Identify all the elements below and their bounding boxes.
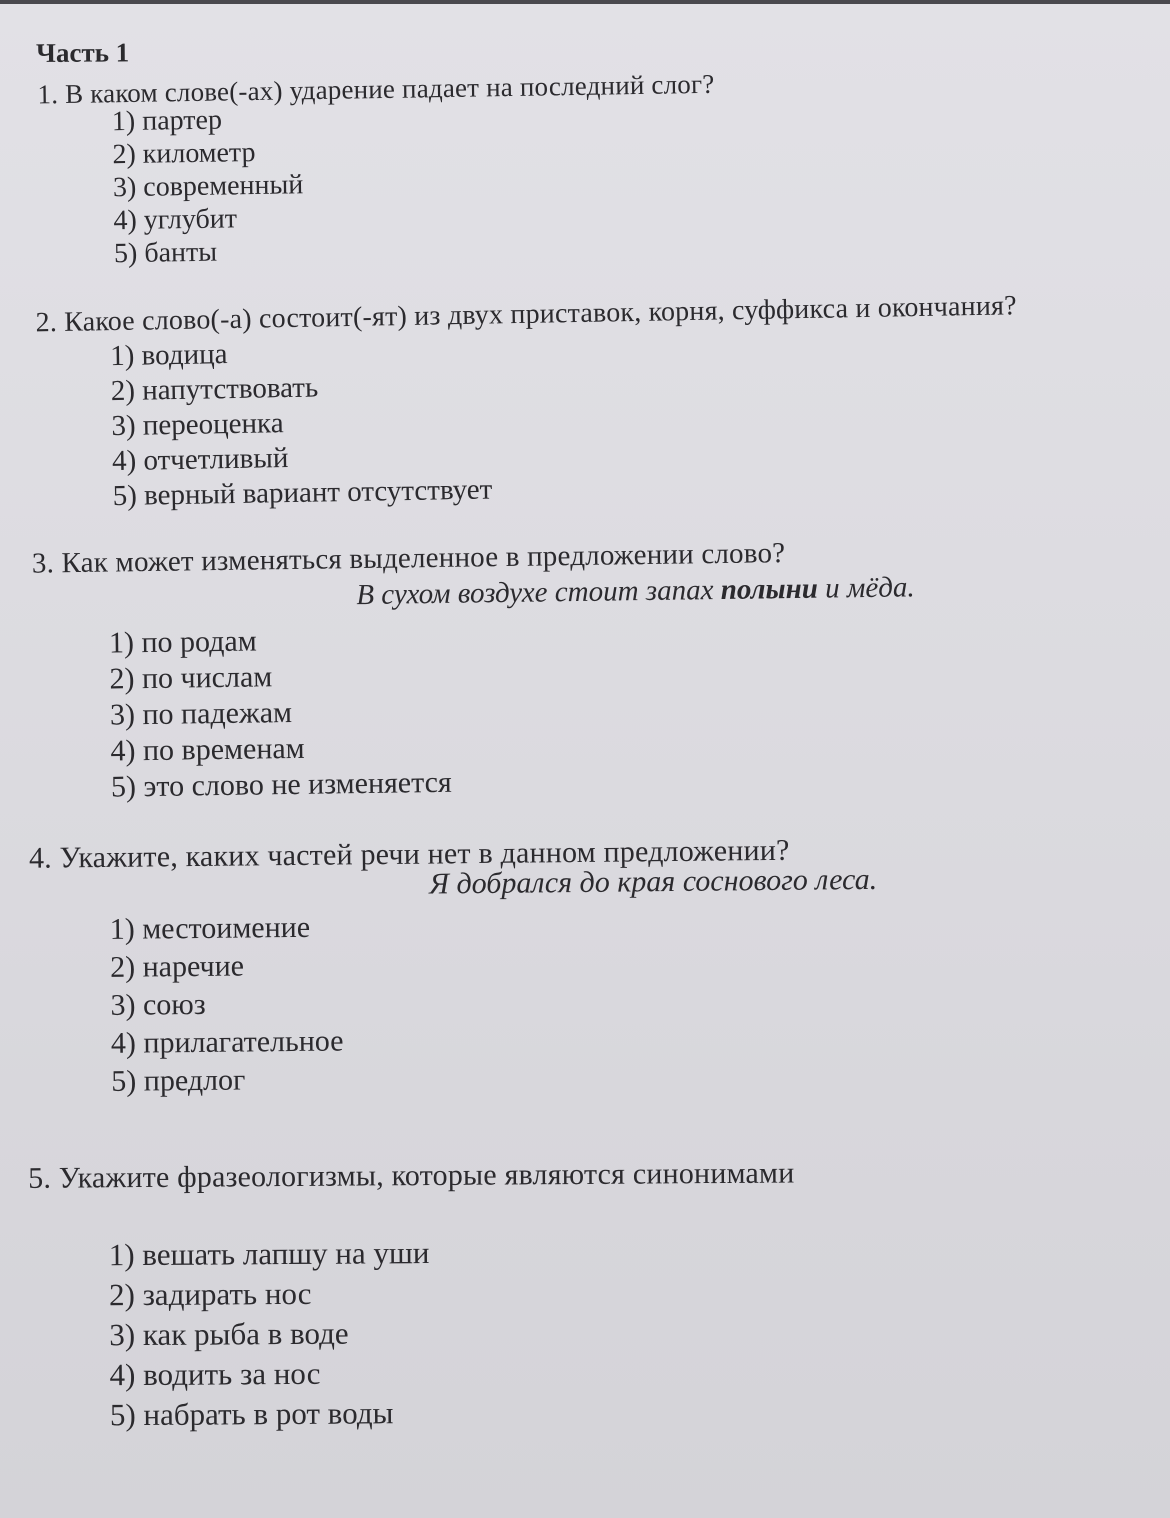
question-text: 1. В каком слове(-ах) ударение падает на последний слог? xyxy=(37,68,715,110)
example-sentence xyxy=(356,571,915,612)
answer-option: 1) партер xyxy=(111,104,223,138)
answer-option: 4) углубит xyxy=(113,203,238,237)
answer-option: 2) по числам xyxy=(109,660,273,696)
answer-option: 3) как рыба в воде xyxy=(109,1315,349,1353)
answer-option: 3) по падежам xyxy=(109,695,293,732)
answer-option: 4) водить за нос xyxy=(109,1355,321,1393)
example-text-after: и мёда. xyxy=(817,571,915,605)
answer-option: 4) прилагательное xyxy=(110,1024,344,1060)
question-text: 3. Как может изменяться выделенное в предложении слово? xyxy=(31,537,786,580)
answer-option: 3) союз xyxy=(110,987,206,1022)
answer-option: 5) верный вариант отсутствует xyxy=(112,473,493,513)
answer-option: 1) вешать лапшу на уши xyxy=(108,1235,430,1273)
highlighted-word: полыни xyxy=(720,572,819,606)
answer-option: 2) километр xyxy=(112,137,256,171)
answer-option: 4) отчетливый xyxy=(111,442,289,478)
answer-option: 5) набрать в рот воды xyxy=(109,1395,394,1433)
question-text: 4. Укажите, каких частей речи нет в данном предложении? xyxy=(28,833,790,875)
answer-option: 2) задирать нос xyxy=(108,1275,312,1313)
answer-option: 5) это слово не изменяется xyxy=(110,765,452,804)
answer-option: 2) наречие xyxy=(109,949,245,984)
answer-option: 5) предлог xyxy=(111,1063,246,1098)
answer-option: 1) местоимение xyxy=(109,910,311,946)
section-title: Часть 1 xyxy=(36,37,130,68)
page-edge xyxy=(0,0,1170,4)
example-text-before: Я добрался до края соснового леса. xyxy=(429,862,878,901)
answer-option: 4) по временам xyxy=(110,731,305,768)
answer-option: 2) напутствовать xyxy=(110,371,319,408)
example-text-before: В сухом воздухе стоит запах xyxy=(356,573,721,612)
answer-option: 3) переоценка xyxy=(111,407,284,443)
question-text: 2. Какое слово(-а) состоит(-ят) из двух приставок, корня, суффикса и окончания? xyxy=(35,290,1017,339)
answer-option: 1) водица xyxy=(109,338,228,373)
answer-option: 5) банты xyxy=(113,236,218,270)
question-text: 5. Укажите фразеологизмы, которые являются синонимами xyxy=(28,1156,795,1195)
example-sentence xyxy=(429,863,877,902)
answer-option: 1) по родам xyxy=(108,624,257,660)
answer-option: 3) современный xyxy=(112,169,304,204)
